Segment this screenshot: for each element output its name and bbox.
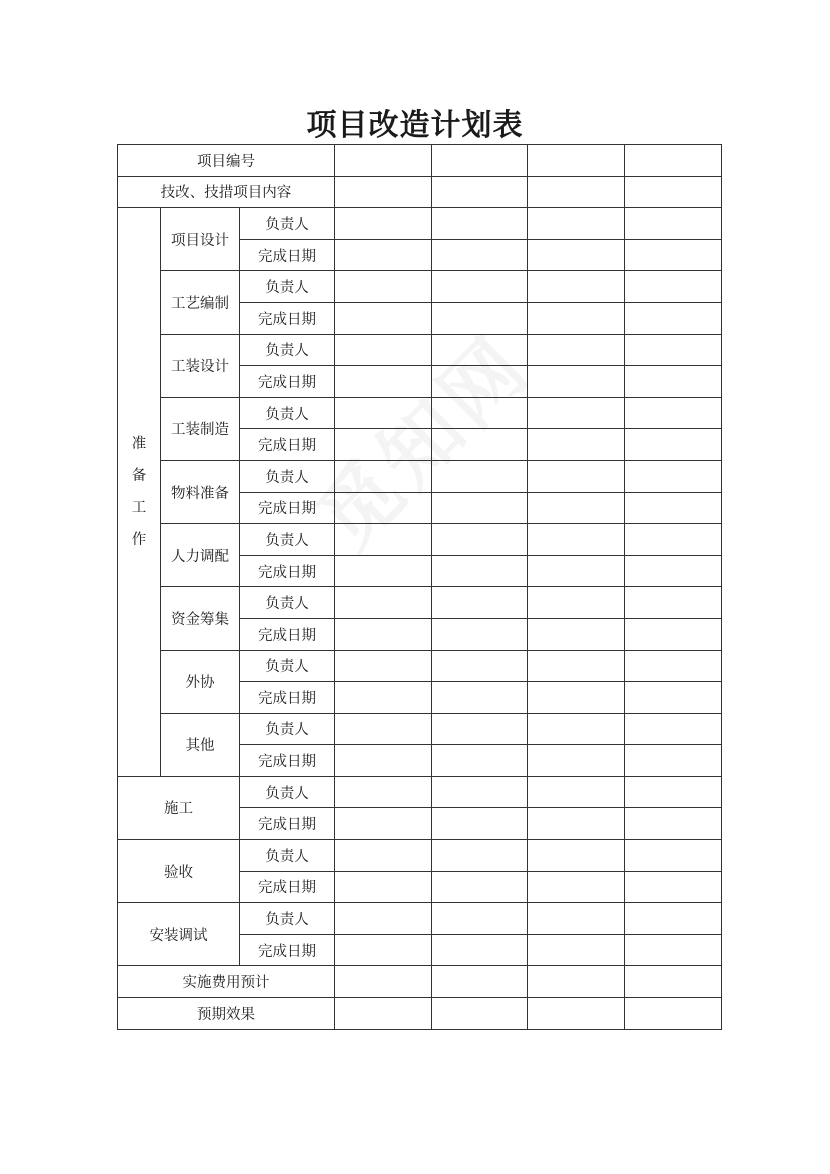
prep-9-2-value-3[interactable] (528, 745, 625, 777)
header-2-value-4[interactable] (625, 176, 722, 208)
stage-1-1-value-1[interactable] (335, 776, 432, 808)
prep-4-1-value-1[interactable] (335, 397, 432, 429)
stage-1-2-value-1[interactable] (335, 808, 432, 840)
sub-label: 负责人 (240, 524, 335, 556)
prep-5-1-value-2[interactable] (432, 460, 528, 492)
prep-6-1-value-2[interactable] (432, 524, 528, 556)
stage-2-2-value-3[interactable] (528, 871, 625, 903)
table-row (118, 208, 722, 240)
item-label: 外协 (161, 650, 240, 713)
item-label: 工装设计 (161, 334, 240, 397)
page-title: 项目改造计划表 (306, 108, 524, 143)
stage-2-1-value-4[interactable] (625, 840, 722, 872)
table-row (118, 713, 722, 745)
table-row (118, 840, 722, 872)
prep-8-1-value-3[interactable] (528, 650, 625, 682)
prep-4-2-value-3[interactable] (528, 429, 625, 461)
stage-3-1-value-4[interactable] (625, 903, 722, 935)
sub-label: 负责人 (240, 208, 335, 240)
footer-2-value-3[interactable] (528, 998, 625, 1030)
table-row (118, 176, 722, 208)
stage-3-2-value-4[interactable] (625, 934, 722, 966)
sub-label: 负责人 (240, 334, 335, 366)
sub-label: 负责人 (240, 650, 335, 682)
prep-5-1-value-3[interactable] (528, 460, 625, 492)
prep-7-1-value-2[interactable] (432, 587, 528, 619)
prep-2-2-value-2[interactable] (432, 302, 528, 334)
stage-3-2-value-1[interactable] (335, 934, 432, 966)
stage-3-2-value-3[interactable] (528, 934, 625, 966)
sub-label: 完成日期 (240, 871, 335, 903)
prep-7-2-value-1[interactable] (335, 618, 432, 650)
prep-8-1-value-2[interactable] (432, 650, 528, 682)
item-label: 工艺编制 (161, 271, 240, 334)
sub-label: 完成日期 (240, 239, 335, 271)
stage-1-1-value-3[interactable] (528, 776, 625, 808)
stage-1-2-value-3[interactable] (528, 808, 625, 840)
prep-9-1-value-4[interactable] (625, 713, 722, 745)
sub-label: 完成日期 (240, 492, 335, 524)
prep-8-1-value-1[interactable] (335, 650, 432, 682)
header-2-value-3[interactable] (528, 176, 625, 208)
prep-4-1-value-2[interactable] (432, 397, 528, 429)
prep-2-1-value-2[interactable] (432, 271, 528, 303)
prep-5-2-value-2[interactable] (432, 492, 528, 524)
header-2-value-2[interactable] (432, 176, 528, 208)
footer-2-value-2[interactable] (432, 998, 528, 1030)
stage-2-2-value-2[interactable] (432, 871, 528, 903)
prep-8-2-value-1[interactable] (335, 682, 432, 714)
item-label: 项目设计 (161, 208, 240, 271)
item-label: 工装制造 (161, 397, 240, 460)
stage-2-2-value-4[interactable] (625, 871, 722, 903)
prep-7-2-value-2[interactable] (432, 618, 528, 650)
prep-7-2-value-4[interactable] (625, 618, 722, 650)
prep-7-1-value-4[interactable] (625, 587, 722, 619)
prep-8-2-value-3[interactable] (528, 682, 625, 714)
stage-3-2-value-2[interactable] (432, 934, 528, 966)
prep-2-2-value-1[interactable] (335, 302, 432, 334)
prep-1-2-value-4[interactable] (625, 239, 722, 271)
sub-label: 负责人 (240, 776, 335, 808)
header-1-value-3[interactable] (528, 145, 625, 177)
sub-label: 负责人 (240, 397, 335, 429)
prep-2-2-value-4[interactable] (625, 302, 722, 334)
header-1-value-4[interactable] (625, 145, 722, 177)
group-label-char: 备 (131, 468, 147, 485)
prep-7-2-value-3[interactable] (528, 618, 625, 650)
stage-1-2-value-2[interactable] (432, 808, 528, 840)
prep-8-2-value-4[interactable] (625, 682, 722, 714)
prep-5-2-value-1[interactable] (335, 492, 432, 524)
prep-2-1-value-3[interactable] (528, 271, 625, 303)
prep-2-1-value-4[interactable] (625, 271, 722, 303)
sub-label: 负责人 (240, 587, 335, 619)
prep-9-1-value-3[interactable] (528, 713, 625, 745)
sub-label: 完成日期 (240, 366, 335, 398)
table-row (118, 998, 722, 1030)
table-row (118, 903, 722, 935)
prep-9-2-value-2[interactable] (432, 745, 528, 777)
prep-8-1-value-4[interactable] (625, 650, 722, 682)
prep-2-1-value-1[interactable] (335, 271, 432, 303)
table-row (118, 650, 722, 682)
stage-label: 施工 (118, 776, 240, 839)
prep-1-1-value-2[interactable] (432, 208, 528, 240)
table-row (118, 271, 722, 303)
group-label-char: 作 (131, 532, 147, 549)
sub-label: 负责人 (240, 460, 335, 492)
group-label-char: 工 (131, 500, 147, 517)
footer-2-value-1[interactable] (335, 998, 432, 1030)
stage-2-1-value-2[interactable] (432, 840, 528, 872)
row-label-header-1: 项目编号 (118, 145, 335, 177)
prep-1-1-value-4[interactable] (625, 208, 722, 240)
stage-3-1-value-1[interactable] (335, 903, 432, 935)
table-row (118, 776, 722, 808)
prep-3-2-value-1[interactable] (335, 366, 432, 398)
prep-3-1-value-1[interactable] (335, 334, 432, 366)
prep-1-1-value-3[interactable] (528, 208, 625, 240)
header-2-value-1[interactable] (335, 176, 432, 208)
sub-label: 完成日期 (240, 682, 335, 714)
prep-3-2-value-4[interactable] (625, 366, 722, 398)
footer-1-value-1[interactable] (335, 966, 432, 998)
group-label-prep (118, 208, 161, 777)
prep-9-1-value-1[interactable] (335, 713, 432, 745)
prep-4-2-value-2[interactable] (432, 429, 528, 461)
item-label: 人力调配 (161, 524, 240, 587)
table-row (118, 587, 722, 619)
row-label-footer-1: 实施费用预计 (118, 966, 335, 998)
sub-label: 负责人 (240, 903, 335, 935)
prep-6-1-value-3[interactable] (528, 524, 625, 556)
footer-1-value-4[interactable] (625, 966, 722, 998)
stage-3-1-value-3[interactable] (528, 903, 625, 935)
group-label-char: 准 (131, 436, 147, 453)
plan-table (117, 144, 722, 1030)
prep-1-2-value-1[interactable] (335, 239, 432, 271)
stage-2-1-value-1[interactable] (335, 840, 432, 872)
sub-label: 完成日期 (240, 618, 335, 650)
stage-2-2-value-1[interactable] (335, 871, 432, 903)
prep-4-1-value-4[interactable] (625, 397, 722, 429)
item-label: 其他 (161, 713, 240, 776)
sub-label: 完成日期 (240, 808, 335, 840)
table-row (118, 524, 722, 556)
row-label-header-2: 技改、技措项目内容 (118, 176, 335, 208)
prep-1-2-value-2[interactable] (432, 239, 528, 271)
header-1-value-2[interactable] (432, 145, 528, 177)
stage-3-1-value-2[interactable] (432, 903, 528, 935)
footer-1-value-3[interactable] (528, 966, 625, 998)
stage-1-1-value-4[interactable] (625, 776, 722, 808)
prep-4-2-value-1[interactable] (335, 429, 432, 461)
prep-4-2-value-4[interactable] (625, 429, 722, 461)
prep-9-2-value-1[interactable] (335, 745, 432, 777)
prep-3-2-value-3[interactable] (528, 366, 625, 398)
prep-6-2-value-1[interactable] (335, 555, 432, 587)
prep-1-1-value-1[interactable] (335, 208, 432, 240)
prep-6-1-value-4[interactable] (625, 524, 722, 556)
item-label: 资金筹集 (161, 587, 240, 650)
table-row (118, 460, 722, 492)
prep-7-1-value-1[interactable] (335, 587, 432, 619)
prep-8-2-value-2[interactable] (432, 682, 528, 714)
stage-1-1-value-2[interactable] (432, 776, 528, 808)
stage-2-1-value-3[interactable] (528, 840, 625, 872)
prep-5-2-value-4[interactable] (625, 492, 722, 524)
sub-label: 完成日期 (240, 745, 335, 777)
prep-1-2-value-3[interactable] (528, 239, 625, 271)
sub-label: 完成日期 (240, 934, 335, 966)
sub-label: 负责人 (240, 840, 335, 872)
prep-5-1-value-4[interactable] (625, 460, 722, 492)
table-row (118, 334, 722, 366)
header-1-value-1[interactable] (335, 145, 432, 177)
footer-1-value-2[interactable] (432, 966, 528, 998)
prep-9-2-value-4[interactable] (625, 745, 722, 777)
sub-label: 负责人 (240, 271, 335, 303)
prep-6-2-value-4[interactable] (625, 555, 722, 587)
sub-label: 负责人 (240, 713, 335, 745)
stage-1-2-value-4[interactable] (625, 808, 722, 840)
prep-2-2-value-3[interactable] (528, 302, 625, 334)
prep-5-1-value-1[interactable] (335, 460, 432, 492)
row-label-footer-2: 预期效果 (118, 998, 335, 1030)
prep-6-1-value-1[interactable] (335, 524, 432, 556)
sub-label: 完成日期 (240, 302, 335, 334)
prep-7-1-value-3[interactable] (528, 587, 625, 619)
prep-6-2-value-2[interactable] (432, 555, 528, 587)
prep-3-1-value-4[interactable] (625, 334, 722, 366)
footer-2-value-4[interactable] (625, 998, 722, 1030)
prep-9-1-value-2[interactable] (432, 713, 528, 745)
stage-label: 安装调试 (118, 903, 240, 966)
sub-label: 完成日期 (240, 555, 335, 587)
item-label: 物料准备 (161, 460, 240, 523)
stage-label: 验收 (118, 840, 240, 903)
prep-3-2-value-2[interactable] (432, 366, 528, 398)
prep-6-2-value-3[interactable] (528, 555, 625, 587)
table-row (118, 145, 722, 177)
prep-3-1-value-2[interactable] (432, 334, 528, 366)
prep-3-1-value-3[interactable] (528, 334, 625, 366)
prep-5-2-value-3[interactable] (528, 492, 625, 524)
prep-4-1-value-3[interactable] (528, 397, 625, 429)
table-row (118, 397, 722, 429)
sub-label: 完成日期 (240, 429, 335, 461)
table-row (118, 966, 722, 998)
